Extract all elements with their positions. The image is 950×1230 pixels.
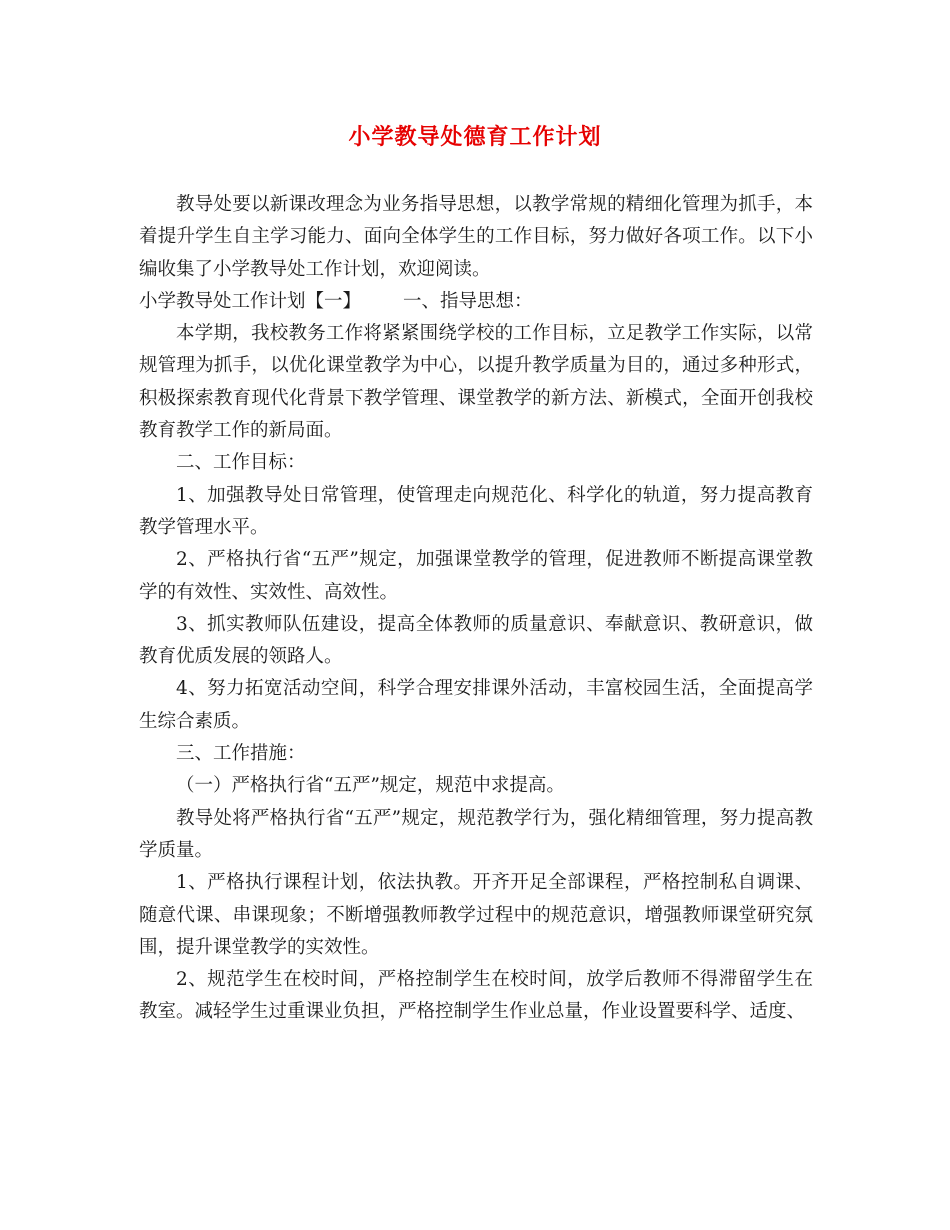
goal-item-3: 3、抓实教师队伍建设，提高全体教师的质量意识、奉献意识、教研意识，做教育优质发展的领路人。 — [139, 613, 813, 668]
section3-heading: 三、工作措施： — [176, 743, 306, 765]
goal-item-2: 2、严格执行省“五严”规定，加强课堂教学的管理，促进教师不断提高课堂教学的有效性、实效性、高效性。 — [139, 549, 813, 603]
plan-heading: 小学教导处工作计划【一】 — [139, 290, 362, 312]
section2-heading: 二、工作目标： — [176, 452, 306, 474]
goal-item-4: 4、努力拓宽活动空间，科学合理安排课外活动，丰富校园生活，全面提高学生综合素质。 — [139, 678, 813, 732]
document-title: 小学教导处德育工作计划 — [348, 124, 602, 150]
measure-item-2: 2、规范学生在校时间，严格控制学生在校时间，放学后教师不得滞留学生在教室。减轻学生过重课业负担，严格控制学生作业总量，作业设置要科学、适度、 — [139, 969, 813, 1023]
goal-item-1: 1、加强教导处日常管理，使管理走向规范化、科学化的轨道，努力提高教育教学管理水平。 — [139, 484, 813, 538]
document-body — [139, 189, 813, 1029]
section1-paragraph: 本学期，我校教务工作将紧紧围绕学校的工作目标，立足教学工作实际，以常规管理为抓手，以优化课堂教学为中心，以提升教学质量为目的，通过多种形式，积极探索教育现代化背景下教学管理、课堂教学的新方法、新模式，全面开创我校教育教学工作的新局面。 — [139, 323, 813, 442]
measure1-paragraph: 教导处将严格执行省“五严”规定，规范教学行为，强化精细管理，努力提高教学质量。 — [139, 807, 813, 861]
measure-item-1: 1、严格执行课程计划，依法执教。开齐开足全部课程，严格控制私自调课、随意代课、串课现象；不断增强教师教学过程中的规范意识，增强教师课堂研究氛围，提升课堂教学的实效性。 — [139, 872, 813, 958]
intro-paragraph: 教导处要以新课改理念为业务指导思想，以教学常规的精细化管理为抓手，本着提升学生自主学习能力、面向全体学生的工作目标，努力做好各项工作。以下小编收集了小学教导处工作计划，欢迎阅读。 — [139, 194, 813, 280]
plan-heading-line — [139, 286, 813, 318]
section1-heading: 一、指导思想： — [403, 290, 533, 312]
measure1-heading: （一）严格执行省“五严”规定，规范中求提高。 — [176, 775, 565, 797]
